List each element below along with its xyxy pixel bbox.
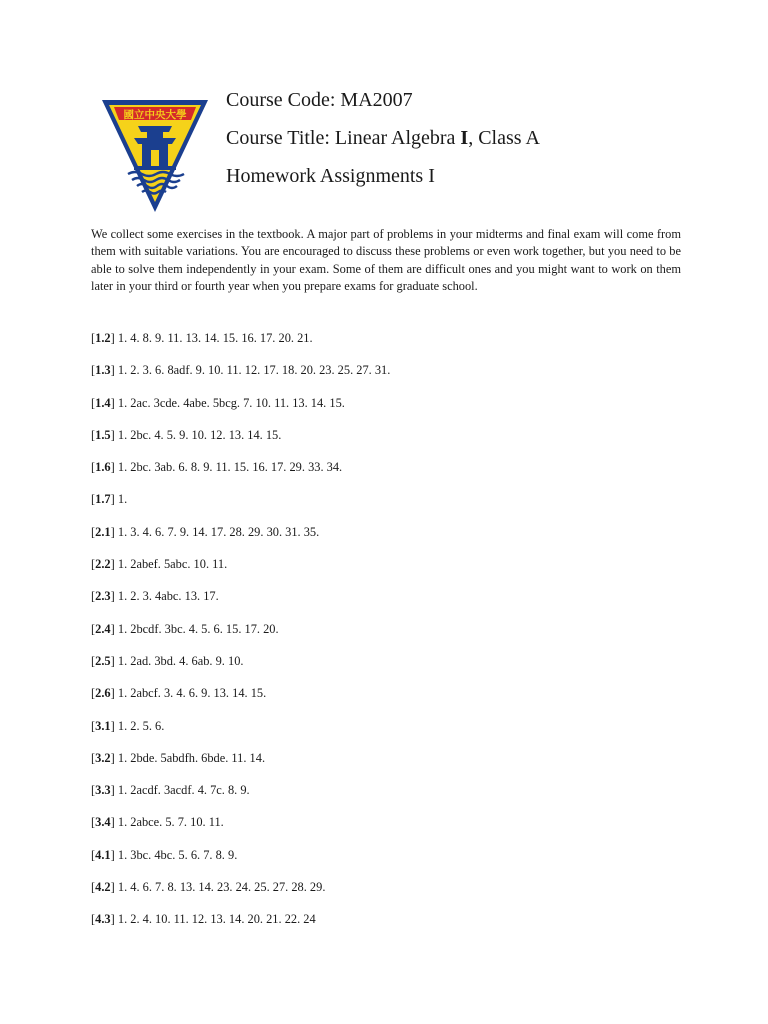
- section-number: 1.3: [95, 363, 111, 378]
- assignment-item: [1.7] 1.: [91, 492, 128, 507]
- problem-list: 1.: [117, 492, 128, 507]
- section-number: 2.2: [95, 557, 111, 572]
- assignment-item: [1.3] 1. 2. 3. 6. 8adf. 9. 10. 11. 12. 17. 18. 20. 23. 25. 27. 31.: [91, 363, 391, 378]
- problem-list: 1. 2. 3. 6. 8adf. 9. 10. 11. 12. 17. 18. 20. 23. 25. 27. 31.: [117, 363, 391, 378]
- section-number: 4.2: [95, 880, 111, 895]
- assignment-item: [2.4] 1. 2bcdf. 3bc. 4. 5. 6. 15. 17. 20.: [91, 621, 279, 636]
- course-title-prefix: Course Title: Linear Algebra: [226, 127, 461, 149]
- course-header: [226, 86, 540, 200]
- assignment-item: [2.2] 1. 2abef. 5abc. 10. 11.: [91, 557, 228, 572]
- course-title-roman: I: [460, 127, 469, 149]
- course-title-suffix: , Class A: [468, 127, 540, 149]
- seal-text: 國立中央大學: [123, 109, 187, 121]
- section-number: 4.1: [95, 847, 111, 862]
- assignment-item: [1.2] 1. 4. 8. 9. 11. 13. 14. 15. 16. 17. 20. 21.: [91, 331, 313, 345]
- problem-list: 1. 2acdf. 3acdf. 4. 7c. 8. 9.: [117, 783, 250, 798]
- course-title: [226, 124, 540, 152]
- section-number: 3.1: [95, 718, 111, 733]
- assignment-item: [4.1] 1. 3bc. 4bc. 5. 6. 7. 8. 9.: [91, 847, 238, 862]
- intro-paragraph: We collect some exercises in the textbook. A major part of problems in your midterms and final exam will come from them with suitable variations. You are encouraged to discuss these problems or even work together, but you need to be able to solve them independently in your exam. Some of them are difficult ones and you might want to work on them later in your third or fourth year when you prepare exams for graduate school.: [91, 227, 681, 294]
- problem-list: 1. 4. 6. 7. 8. 13. 14. 23. 24. 25. 27. 28. 29.: [117, 880, 326, 895]
- assignment-item: [2.1] 1. 3. 4. 6. 7. 9. 14. 17. 28. 29. 30. 31. 35.: [91, 524, 320, 539]
- problem-list: 1. 2abce. 5. 7. 10. 11.: [117, 815, 224, 830]
- section-number: 2.4: [95, 621, 111, 636]
- problem-list: 1. 2. 5. 6.: [117, 718, 165, 733]
- problem-list: 1. 2. 4. 10. 11. 12. 13. 14. 20. 21. 22. 24: [117, 912, 316, 927]
- assignment-item: [2.5] 1. 2ad. 3bd. 4. 6ab. 9. 10.: [91, 653, 244, 668]
- assignment-item: [2.3] 1. 2. 3. 4abc. 13. 17.: [91, 589, 219, 604]
- assignment-item: [1.6] 1. 2bc. 3ab. 6. 8. 9. 11. 15. 16. 17. 29. 33. 34.: [91, 460, 343, 475]
- section-number: 1.2: [95, 331, 111, 345]
- problem-list: 1. 3bc. 4bc. 5. 6. 7. 8. 9.: [117, 847, 238, 862]
- assignment-item: [3.1] 1. 2. 5. 6.: [91, 718, 165, 733]
- section-number: 1.7: [95, 492, 111, 507]
- assignment-item: [3.3] 1. 2acdf. 3acdf. 4. 7c. 8. 9.: [91, 783, 250, 798]
- section-number: 1.6: [95, 460, 111, 475]
- problem-list: 1. 2bc. 3ab. 6. 8. 9. 11. 15. 16. 17. 29. 33. 34.: [117, 460, 343, 475]
- problem-list: 1. 4. 8. 9. 11. 13. 14. 15. 16. 17. 20. 21.: [117, 331, 313, 345]
- section-number: 2.5: [95, 653, 111, 668]
- problem-list: 1. 2abcf. 3. 4. 6. 9. 13. 14. 15.: [117, 686, 267, 701]
- problem-list: 1. 2ad. 3bd. 4. 6ab. 9. 10.: [117, 653, 244, 668]
- problem-list: 1. 2bcdf. 3bc. 4. 5. 6. 15. 17. 20.: [117, 621, 279, 636]
- section-number: 2.3: [95, 589, 111, 604]
- section-number: 3.2: [95, 750, 111, 765]
- section-number: 3.4: [95, 815, 111, 830]
- assignment-item: [1.4] 1. 2ac. 3cde. 4abe. 5bcg. 7. 10. 11. 13. 14. 15.: [91, 395, 345, 410]
- course-code: Course Code: MA2007: [226, 89, 413, 111]
- assignment-item: [2.6] 1. 2abcf. 3. 4. 6. 9. 13. 14. 15.: [91, 686, 267, 701]
- section-number: 3.3: [95, 783, 111, 798]
- assignment-item: [3.4] 1. 2abce. 5. 7. 10. 11.: [91, 815, 224, 830]
- section-number: 2.6: [95, 686, 111, 701]
- problem-list: 1. 3. 4. 6. 7. 9. 14. 17. 28. 29. 30. 31. 35.: [117, 524, 320, 539]
- assignment-item: [4.3] 1. 2. 4. 10. 11. 12. 13. 14. 20. 21. 22. 24: [91, 912, 316, 927]
- problem-list: 1. 2. 3. 4abc. 13. 17.: [117, 589, 219, 604]
- assignment-item: [3.2] 1. 2bde. 5abdfh. 6bde. 11. 14.: [91, 750, 266, 765]
- assignment-item: [4.2] 1. 4. 6. 7. 8. 13. 14. 23. 24. 25. 27. 28. 29.: [91, 880, 326, 895]
- problem-list: 1. 2ac. 3cde. 4abe. 5bcg. 7. 10. 11. 13. 14. 15.: [117, 395, 345, 410]
- section-number: 2.1: [95, 524, 111, 539]
- assignment-title: Homework Assignments I: [226, 165, 435, 187]
- problem-list: 1. 2abef. 5abc. 10. 11.: [117, 557, 228, 572]
- university-seal-logo: [100, 98, 210, 214]
- assignment-list: [91, 330, 691, 944]
- section-number: 4.3: [95, 912, 111, 927]
- section-number: 1.4: [95, 395, 111, 410]
- problem-list: 1. 2bde. 5abdfh. 6bde. 11. 14.: [117, 750, 266, 765]
- assignment-item: [1.5] 1. 2bc. 4. 5. 9. 10. 12. 13. 14. 15.: [91, 427, 282, 442]
- problem-list: 1. 2bc. 4. 5. 9. 10. 12. 13. 14. 15.: [117, 427, 282, 442]
- section-number: 1.5: [95, 427, 111, 442]
